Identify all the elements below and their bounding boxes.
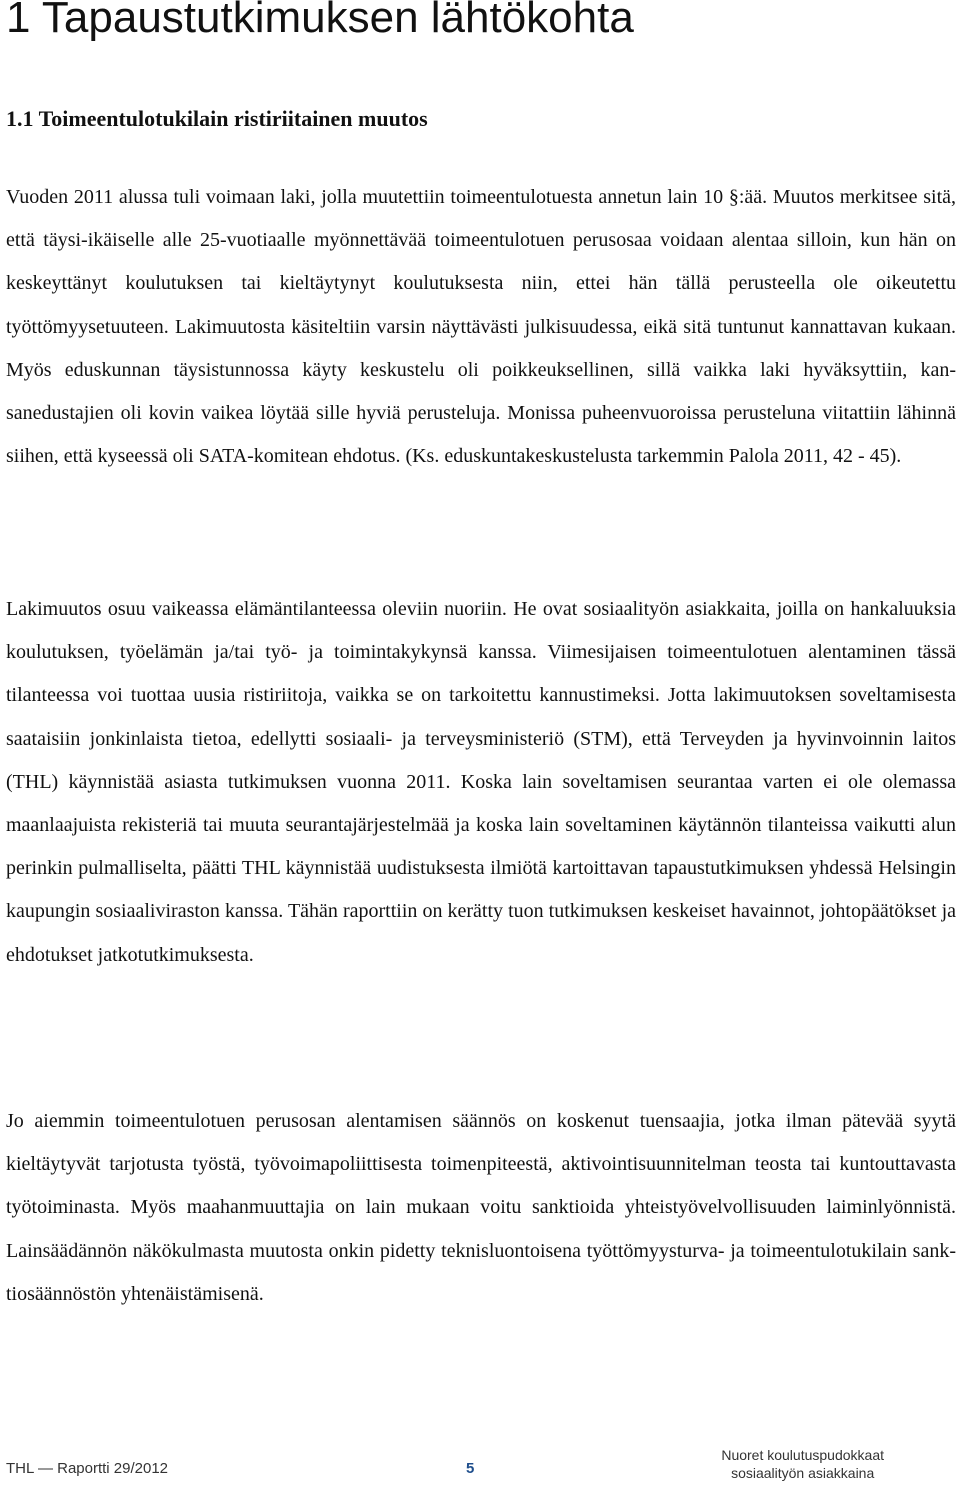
footer-report-title-line2: sosiaalityön asiakkaina — [731, 1465, 875, 1481]
footer-report-title — [721, 1446, 884, 1482]
footer-report-title-line1: Nuoret koulutuspudokkaat — [721, 1447, 884, 1463]
chapter-title: 1 Tapaustutkimuksen lähtökohta — [6, 0, 634, 42]
page-footer — [0, 1440, 960, 1492]
body-paragraph: Jo aiemmin toimeentulotuen perusosan alentamisen säännös on koskenut tuensaajia, jotka ilman pätevää syytä kieltäytyvät tarjotusta työstä, työvoimapoliittisesta toimenpiteestä, aktivointisuunnitelman teosta tai kuntouttavasta työtoiminasta. Myös maahanmuuttajia on lain mukaan voitu sanktioida yhteistyövelvollisuuden laiminlyönnistä. Lainsäädännön näkökulmasta muutosta onkin pidetty teknisluontoisena työttömyysturva- ja toimeentulotukilain sanktiosäännöstön yhtenäistämisenä. — [6, 1110, 956, 1305]
section-title: 1.1 Toimeentulotukilain ristiriitainen muutos — [6, 106, 428, 131]
footer-publication: THL — Raportti 29/2012 — [6, 1460, 169, 1477]
body-paragraph: Lakimuutos osuu vaikeassa elämäntilanteessa oleviin nuoriin. He ovat sosiaalityön asiakkaita, joilla on hankaluuksia koulutuksen, työelämän ja/tai työ- ja toimintakykynsä kanssa. Viimesijaisen toimeentulotuen alentaminen tässä tilanteessa voi tuottaa uusia ristiriitoja, vaikka se on tarkoitettu kannustimeksi. Jotta lakimuutoksen soveltamisesta saataisiin jonkinlaista tietoa, edellytti sosiaali- ja terveysministeriö (STM), että Terveyden ja hyvinvoinnin laitos (THL) käynnistää asiasta tutkimuksen vuonna 2011. Koska lain soveltamisen seurantaa varten ei ole olemassa maanlaajuista rekisteriä tai muuta seurantajärjestelmää ja koska lain soveltaminen käytännön tilanteissa vaikutti alun perinkin pulmalliselta, päätti THL käynnistää uudistuksesta ilmiötä kartoittavan tapaustutkimuksen yhdessä Helsingin kaupungin sosiaaliviraston kanssa. Tähän raporttiin on kerätty tuon tutkimuksen keskeiset havainnot, johtopäätökset ja ehdotukset jatkotutkimuksesta. — [6, 598, 956, 966]
page-number: 5 — [466, 1460, 475, 1477]
body-paragraph: Vuoden 2011 alussa tuli voimaan laki, jolla muutettiin toimeentulotuesta annetun lain 10 §:ää. Muutos merkitsee sitä, että täysi-ikäiselle alle 25-vuotiaalle myönnettävää toimeentulotuen perusosaa voidaan alentaa silloin, kun hän on keskeyttänyt koulutuksen tai kieltäytynyt koulutuksesta niin, ettei hän tällä perusteella ole oikeutettu työttömyysetuuteen. Lakimuutosta käsiteltiin varsin näyttävästi julkisuudessa, eikä sitä tuntunut kannattavan kukaan. Myös eduskunnan täysistunnossa käyty keskustelu oli poikkeuksellinen, sillä vaikka laki hyväksyttiin, kansanedustajien oli kovin vaikea löytää sille hyviä perusteluja. Monissa puheenvuoroissa perusteluna viitattiin lähinnä siihen, että kyseessä oli SATA-komitean ehdotus. (Ks. eduskuntakeskustelusta tarkemmin Palola 2011, 42 - 45). — [6, 186, 956, 468]
